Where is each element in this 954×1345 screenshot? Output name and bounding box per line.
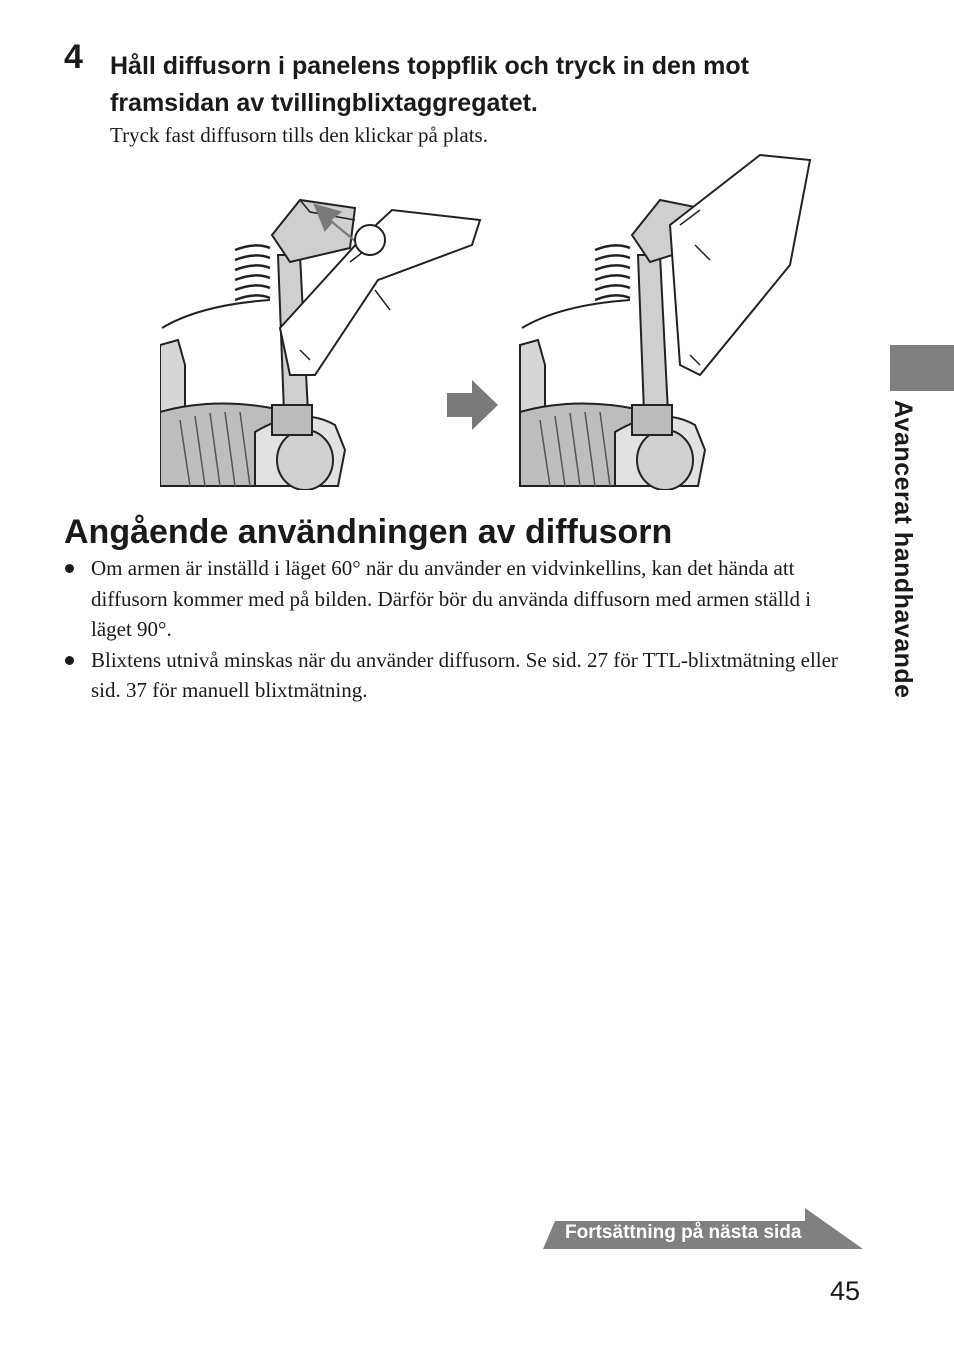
continue-label: Fortsättning på nästa sida (565, 1222, 802, 1243)
continue-banner (543, 1208, 863, 1250)
step-description: Tryck fast diffusorn tills den klickar på plats. (110, 123, 488, 147)
bullet-text: Blixtens utnivå minskas när du använder diffusorn. Se sid. 27 för TTL-blixtmätning eller sid. 37 för manuell blixtmätning. (91, 647, 838, 702)
chapter-tab-marker (890, 345, 954, 391)
bullet-list (64, 553, 844, 706)
illustration-before (160, 200, 480, 490)
bullet-text: Om armen är inställd i läget 60° när du använder en vidvinkellins, kan det hända att diffusorn kommer med på bilden. Därför bör du använda diffusorn med armen ställd i läget 90°. (91, 556, 812, 641)
bullet-icon (65, 656, 74, 665)
sequence-arrow-icon (447, 380, 498, 430)
list-item (64, 645, 844, 706)
step-title: Håll diffusorn i panelens toppflik och tryck in den mot framsidan av tvillingblixtaggregatet. (110, 52, 749, 117)
list-item (64, 553, 844, 645)
chapter-side-label: Avancerat handhavande (889, 400, 917, 699)
step-number: 4 (64, 38, 83, 76)
illustration-after (520, 155, 810, 490)
section-heading: Angående användningen av diffusorn (64, 513, 673, 551)
bullet-icon (65, 564, 74, 573)
page-number: 45 (830, 1276, 861, 1306)
diffuser-attach-illustration (160, 150, 820, 490)
